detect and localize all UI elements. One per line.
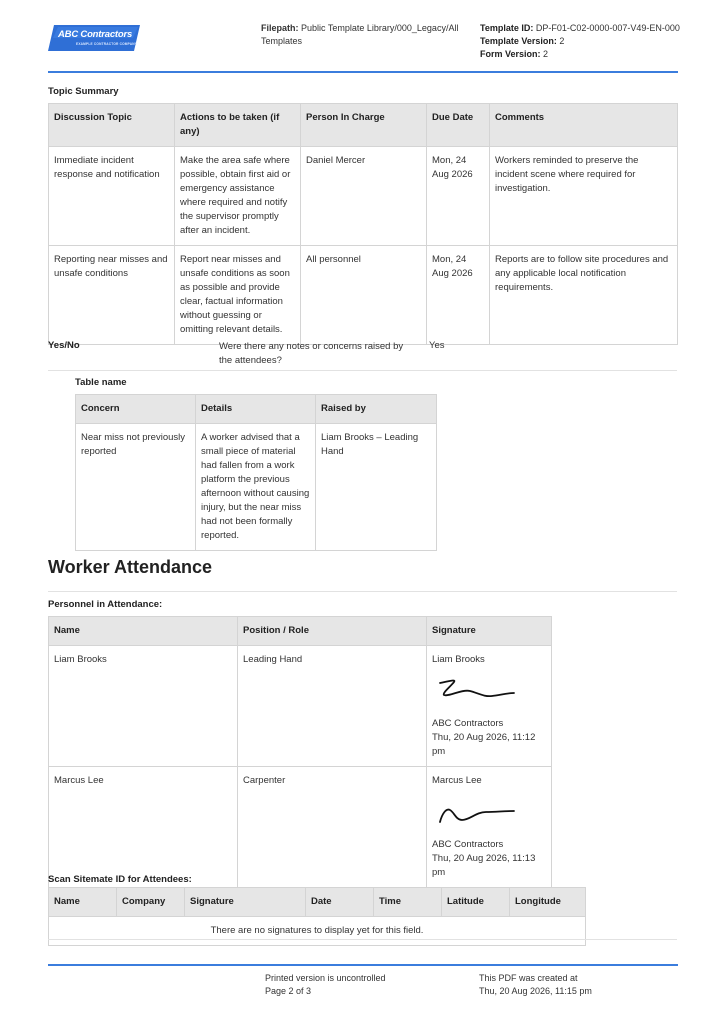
column-header: Due Date [427,104,490,147]
yes-no-question: Were there any notes or concerns raised by the attendees? [219,341,404,366]
signature-timestamp: Thu, 20 Aug 2026, 11:13 pm [432,853,536,878]
column-header: Details [196,395,316,424]
details-cell: A worker advised that a small piece of material had fallen from a work platform the previous afternoon without causing injury, but the near miss had not been formally reported. [196,424,316,551]
concerns-table [75,394,437,551]
section-divider [48,591,677,592]
signature-name: Marcus Lee [432,775,482,786]
due-date-cell: Mon, 24 Aug 2026 [427,147,490,246]
topic-cell: Reporting near misses and unsafe conditions [49,246,175,345]
yes-no-label: Yes/No [48,340,80,351]
table-row [49,246,678,345]
handwritten-signature-icon [432,671,532,711]
column-header: Latitude [442,888,510,917]
logo-subtext: EXAMPLE CONTRACTOR COMPANY [76,42,138,46]
section-divider [48,939,677,940]
company-logo [48,25,140,51]
column-header: Signature [427,617,552,646]
topic-summary-label: Topic Summary [48,86,119,97]
column-header: Name [49,888,117,917]
comments-cell: Workers reminded to preserve the incident scene where required for investigation. [490,147,678,246]
topic-summary-table [48,103,678,345]
attendance-table [48,616,552,888]
created-label: This PDF was created at [479,973,578,983]
column-header: Longitude [510,888,586,917]
column-header: Date [306,888,374,917]
person-cell: Daniel Mercer [301,147,427,246]
table-header-row [49,104,678,147]
template-id-row [480,22,710,35]
created-timestamp: Thu, 20 Aug 2026, 11:15 pm [479,986,592,996]
footer-created-info [479,972,592,998]
table-row [76,424,437,551]
person-cell: All personnel [301,246,427,345]
column-header: Time [374,888,442,917]
column-header: Company [117,888,185,917]
column-header: Position / Role [238,617,427,646]
section-title: Worker Attendance [48,557,213,577]
signature-block [432,653,546,759]
signature-company: ABC Contractors [432,839,504,850]
actions-cell: Make the area safe where possible, obtain first aid or emergency assistance where required and notify the supervisor promptly after an incident. [175,147,301,246]
signature-timestamp: Thu, 20 Aug 2026, 11:12 pm [432,732,536,757]
signature-name: Liam Brooks [432,654,485,665]
role-cell: Leading Hand [238,646,427,767]
table-row [49,767,552,888]
table-header-row [76,395,437,424]
uncontrolled-notice: Printed version is uncontrolled [265,973,386,983]
section-divider [48,370,677,371]
footer-divider [48,964,678,966]
template-info-block [480,22,710,61]
template-id-label: Template ID: [480,23,534,33]
due-date-cell: Mon, 24 Aug 2026 [427,246,490,345]
page-number: Page 2 of 3 [265,986,312,996]
template-version-value: 2 [559,36,565,46]
column-header: Signature [185,888,306,917]
header-divider [48,71,678,73]
page-header [0,0,725,74]
column-header: Person In Charge [301,104,427,147]
table-header-row [49,888,586,917]
raised-by-cell: Liam Brooks – Leading Hand [316,424,437,551]
sitemate-label: Scan Sitemate ID for Attendees: [48,874,192,885]
role-cell: Carpenter [238,767,427,888]
actions-cell: Report near misses and unsafe conditions as soon as possible and provide clear, factual information without guessing or omitting relevant details. [175,246,301,345]
concern-cell: Near miss not previously reported [76,424,196,551]
handwritten-signature-icon [432,792,532,832]
filepath-value: Public Template Library/000_Legacy/All Templates [261,23,459,46]
signature-cell [427,646,552,767]
comments-cell: Reports are to follow site procedures and any applicable local notification requirements. [490,246,678,345]
empty-state-row [49,917,586,946]
sitemate-table [48,887,586,946]
footer-print-info [265,972,386,998]
name-cell: Liam Brooks [49,646,238,767]
column-header: Name [49,617,238,646]
column-header: Actions to be taken (if any) [175,104,301,147]
column-header: Comments [490,104,678,147]
form-version-label: Form Version: [480,49,541,59]
logo-text: ABC Contractors [58,29,133,40]
name-cell: Marcus Lee [49,767,238,888]
table-row [49,646,552,767]
template-version-row [480,35,710,48]
column-header: Concern [76,395,196,424]
template-id-value: DP-F01-C02-0000-007-V49-EN-000 [535,23,680,33]
table-row [49,147,678,246]
form-version-value: 2 [543,49,549,59]
filepath-label: Filepath: [261,23,299,33]
personnel-label: Personnel in Attendance: [48,599,163,610]
column-header: Discussion Topic [49,104,175,147]
template-version-label: Template Version: [480,36,557,46]
signature-company: ABC Contractors [432,718,504,729]
concerns-table-label: Table name [75,377,127,388]
empty-state-message: There are no signatures to display yet for this field. [49,917,586,946]
table-header-row [49,617,552,646]
column-header: Raised by [316,395,437,424]
signature-block [432,774,546,880]
signature-cell [427,767,552,888]
topic-cell: Immediate incident response and notification [49,147,175,246]
form-version-row [480,48,710,61]
yes-no-answer: Yes [429,340,445,351]
filepath-block [261,22,461,48]
